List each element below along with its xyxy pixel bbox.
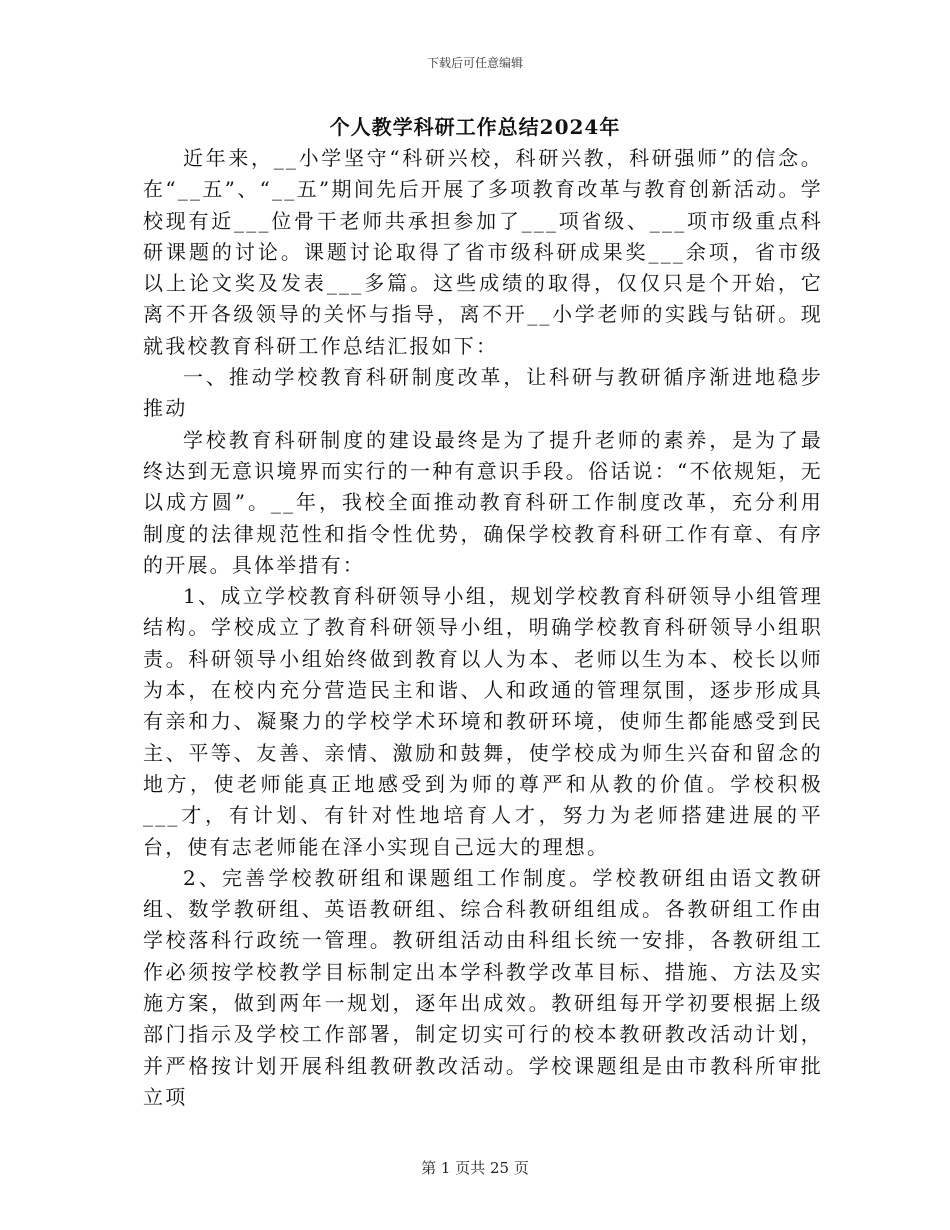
document-body bbox=[143, 143, 823, 1113]
paragraph-measure-2: 2、完善学校教研组和课题组工作制度。学校教研组由语文教研组、数学教研组、英语教研组、综合科教研组组成。各教研组工作由学校落科行政统一管理。教研组活动由科组长统一安排，各教研组工作必须按学校教学目标制定出本学科教学改革目标、措施、方法及实施方案，做到两年一规划，逐年出成效。教研组每开学初要根据上级部门指示及学校工作部署，制定切实可行的校本教研教改活动计划，并严格按计划开展科组教研教改活动。学校课题组是由市教科所审批立项 bbox=[143, 865, 823, 1109]
paragraph-measure-1: 1、成立学校教育科研领导小组，规划学校教育科研领导小组管理结构。学校成立了教育科研领导小组，明确学校教育科研领导小组职责。科研领导小组始终做到教育以人为本、老师以生为本、校长以师为本，在校内充分营造民主和谐、人和政通的管理氛围，逐步形成具有亲和力、凝聚力的学校学术环境和教研环境，使师生都能感受到民主、平等、友善、亲情、激励和鼓舞，使学校成为师生兴奋和留念的地方，使老师能真正地感受到为师的尊严和从教的价值。学校积极___才，有计划、有针对性地培育人才，努力为老师搭建进展的平台，使有志老师能在泽小实现自己远大的理想。 bbox=[143, 584, 823, 859]
section-heading-1: 一、推动学校教育科研制度改革，让科研与教研循序渐进地稳步推动 bbox=[143, 365, 823, 421]
page-number: 第 1 页共 25 页 bbox=[421, 1159, 529, 1177]
page-header-note: 下载后可任意编辑 bbox=[426, 56, 523, 70]
document-title: 个人教学科研工作总结2024年 bbox=[329, 115, 621, 139]
paragraph-section-1: 学校教育科研制度的建设最终是为了提升老师的素养，是为了最终达到无意识境界而实行的一种有意识手段。俗话说：“不依规矩，无以成方圆”。__年，我校全面推动教育科研工作制度改革，充分利用制度的法律规范性和指令性优势，确保学校教育科研工作有章、有序的开展。具体举措有： bbox=[143, 427, 823, 577]
paragraph-intro: 近年来，__小学坚守“科研兴校，科研兴教，科研强师”的信念。在“__五”、“__五”期间先后开展了多项教育改革与教育创新活动。学校现有近___位骨干老师共承担参加了___项省级、___项市级重点科研课题的讨论。课题讨论取得了省市级科研成果奖___余项，省市级以上论文奖及发表___多篇。这些成绩的取得，仅仅只是个开始，它离不开各级领导的关怀与指导，离不开__小学老师的实践与钻研。现就我校教育科研工作总结汇报如下： bbox=[143, 146, 823, 358]
